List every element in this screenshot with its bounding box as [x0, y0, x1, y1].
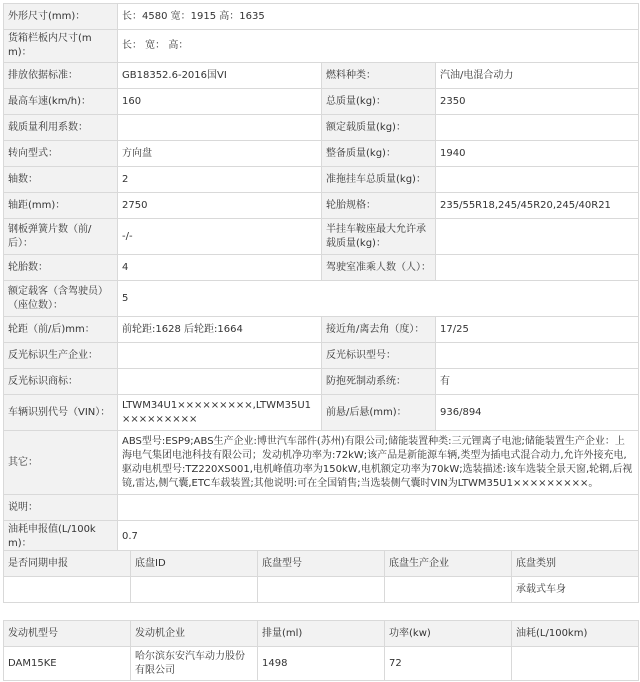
field-label: 货箱栏板内尺寸(mm)：: [4, 30, 118, 63]
chassis-table: [3, 550, 639, 603]
table-cell: [4, 577, 131, 603]
field-value: [436, 255, 639, 281]
field-value: 2: [118, 167, 322, 193]
table-row: [4, 343, 639, 369]
field-value: 5: [118, 281, 639, 317]
field-label: 载质量利用系数：: [4, 115, 118, 141]
table-row: [4, 495, 639, 521]
field-label: 反光标识型号：: [322, 343, 436, 369]
table-header-row: [4, 621, 639, 647]
field-label: 轴距(mm)：: [4, 193, 118, 219]
field-value: 汽油/电混合动力: [436, 63, 639, 89]
column-header: 底盘型号: [258, 551, 385, 577]
table-row: [4, 577, 639, 603]
table-row: [4, 193, 639, 219]
column-header: 发动机企业: [131, 621, 258, 647]
field-label: 轮胎规格：: [322, 193, 436, 219]
field-label: 接近角/离去角（度）：: [322, 317, 436, 343]
field-value: [118, 495, 639, 521]
field-value: 235/55R18,245/45R20,245/40R21: [436, 193, 639, 219]
column-header: 发动机型号: [4, 621, 131, 647]
field-label: 驾驶室准乘人数（人）：: [322, 255, 436, 281]
field-label: 总质量(kg)：: [322, 89, 436, 115]
field-value: 0.7: [118, 521, 639, 554]
vehicle-params-table: [3, 3, 639, 554]
table-cell: [258, 577, 385, 603]
column-header: 排量(ml): [258, 621, 385, 647]
engine-table: [3, 620, 639, 681]
field-label: 反光标识商标：: [4, 369, 118, 395]
field-value: LTWM34U1×××××××××,LTWM35U1×××××××××: [118, 395, 322, 431]
column-header: 功率(kw): [385, 621, 512, 647]
field-value: [118, 343, 322, 369]
field-label: 转向型式：: [4, 141, 118, 167]
field-label: 说明：: [4, 495, 118, 521]
column-header: 底盘类别: [512, 551, 639, 577]
column-header: 是否同期申报: [4, 551, 131, 577]
table-row: [4, 521, 639, 554]
field-value: ABS型号:ESP9;ABS生产企业:博世汽车部件(苏州)有限公司;储能装置种类:三元锂离子电池;储能装置生产企业：上海电气集团电池科技有限公司；发动机净功率为:72kW;该产品是新能源车辆,类型为插电式混合动力,允许外接充电,驱动电机型号:TZ220XS001,电机峰值功率为150kW,电机额定功率为70kW;选装描述:该车选装全景天窗,轮辋,后视镜,雷达,侧气囊,ETC车载装置;其他说明:可在全国销售;当选装侧气囊时VIN为LTWM35U1×××××××××。: [118, 431, 639, 495]
table-cell: 承载式车身: [512, 577, 639, 603]
table-row: [4, 89, 639, 115]
field-value: 方向盘: [118, 141, 322, 167]
field-value: 160: [118, 89, 322, 115]
field-value: 1940: [436, 141, 639, 167]
table-cell: DAM15KE: [4, 647, 131, 681]
table-row: [4, 317, 639, 343]
table-row: [4, 30, 639, 63]
field-value: [436, 219, 639, 255]
table-cell: 哈尔滨东安汽车动力股份有限公司: [131, 647, 258, 681]
table-row: [4, 219, 639, 255]
table-cell: 1498: [258, 647, 385, 681]
field-value: [436, 115, 639, 141]
field-label: 额定载客（含驾驶员）（座位数）：: [4, 281, 118, 317]
field-value: 2350: [436, 89, 639, 115]
field-value: 长：4580 宽：1915 高：1635: [118, 4, 639, 30]
field-value: 936/894: [436, 395, 639, 431]
field-value: 长： 宽： 高：: [118, 30, 639, 63]
field-label: 准拖挂车总质量(kg)：: [322, 167, 436, 193]
field-value: [436, 167, 639, 193]
field-label: 车辆识别代号（VIN）：: [4, 395, 118, 431]
table-row: [4, 4, 639, 30]
table-row: [4, 281, 639, 317]
field-label: 整备质量(kg)：: [322, 141, 436, 167]
field-label: 轴数：: [4, 167, 118, 193]
table-row: [4, 369, 639, 395]
field-value: [436, 343, 639, 369]
table-cell: [385, 577, 512, 603]
field-label: 其它：: [4, 431, 118, 495]
field-value: 前轮距:1628 后轮距:1664: [118, 317, 322, 343]
field-label: 反光标识生产企业：: [4, 343, 118, 369]
field-value: 17/25: [436, 317, 639, 343]
table-row: [4, 141, 639, 167]
table-row: [4, 167, 639, 193]
field-label: 半挂车鞍座最大允许承载质量(kg)：: [322, 219, 436, 255]
field-label: 轮距（前/后)mm：: [4, 317, 118, 343]
field-value: 2750: [118, 193, 322, 219]
field-value: GB18352.6-2016国VI: [118, 63, 322, 89]
table-row: [4, 255, 639, 281]
field-label: 外形尺寸(mm)：: [4, 4, 118, 30]
field-label: 前悬/后悬(mm)：: [322, 395, 436, 431]
table-cell: [512, 647, 639, 681]
field-label: 燃料种类：: [322, 63, 436, 89]
table-row: [4, 115, 639, 141]
field-label: 钢板弹簧片数（前/后）：: [4, 219, 118, 255]
table-header-row: [4, 551, 639, 577]
field-value: -/-: [118, 219, 322, 255]
column-header: 底盘ID: [131, 551, 258, 577]
table-cell: [131, 577, 258, 603]
field-value: [118, 115, 322, 141]
field-label: 最高车速(km/h)：: [4, 89, 118, 115]
table-row: [4, 63, 639, 89]
table-cell: 72: [385, 647, 512, 681]
field-label: 油耗申报值(L/100km)：: [4, 521, 118, 554]
field-label: 排放依据标准：: [4, 63, 118, 89]
table-row: [4, 647, 639, 681]
table-row: [4, 431, 639, 495]
column-header: 底盘生产企业: [385, 551, 512, 577]
field-label: 防抱死制动系统：: [322, 369, 436, 395]
field-value: 有: [436, 369, 639, 395]
table-row: [4, 395, 639, 431]
field-label: 额定载质量(kg)：: [322, 115, 436, 141]
field-value: [118, 369, 322, 395]
field-label: 轮胎数：: [4, 255, 118, 281]
column-header: 油耗(L/100km): [512, 621, 639, 647]
field-value: 4: [118, 255, 322, 281]
